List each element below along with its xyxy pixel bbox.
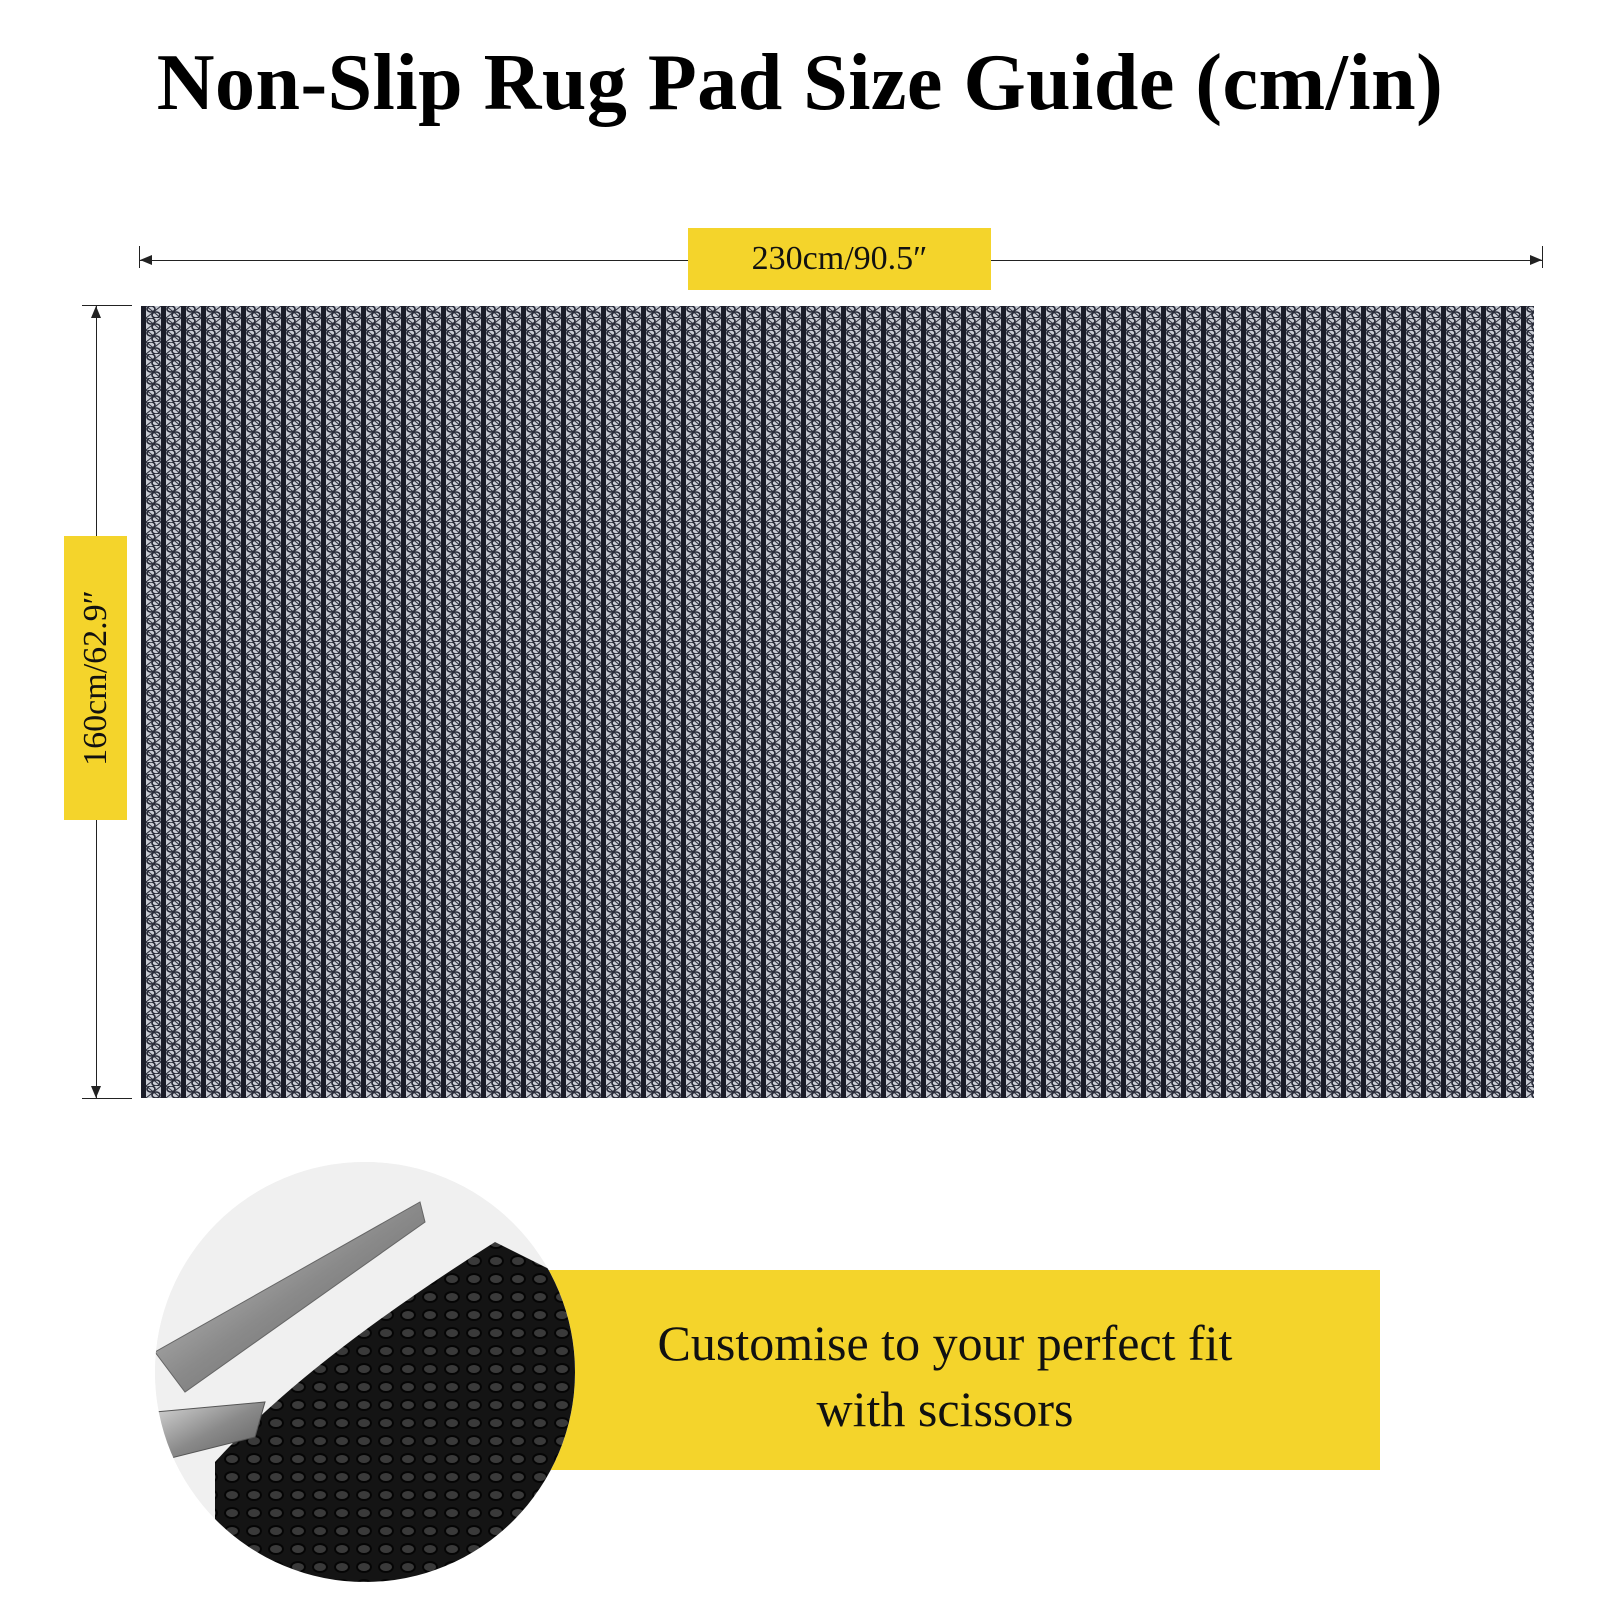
- customise-line-1: Customise to your perfect fit: [657, 1315, 1233, 1371]
- scissors-icon: [155, 1162, 575, 1582]
- rug-pad-mesh-image: [141, 306, 1534, 1098]
- page-title: Non-Slip Rug Pad Size Guide (cm/in): [156, 39, 1444, 127]
- height-tick-bottom: [82, 1098, 132, 1099]
- height-label: [64, 536, 127, 820]
- arrow-down-icon: [91, 1086, 101, 1098]
- scissors-cutting-inset: [155, 1162, 575, 1582]
- height-label-text: 160cm/62.9″: [76, 590, 114, 766]
- width-label-text: 230cm/90.5″: [751, 240, 928, 277]
- customise-line-2: with scissors: [816, 1381, 1074, 1437]
- arrow-up-icon: [91, 306, 101, 318]
- arrow-left-icon: [140, 255, 152, 265]
- height-tick-top: [82, 305, 132, 306]
- width-label: [688, 228, 991, 290]
- width-tick-right: [1542, 246, 1543, 268]
- arrow-right-icon: [1530, 255, 1542, 265]
- customise-text: [560, 1310, 1330, 1442]
